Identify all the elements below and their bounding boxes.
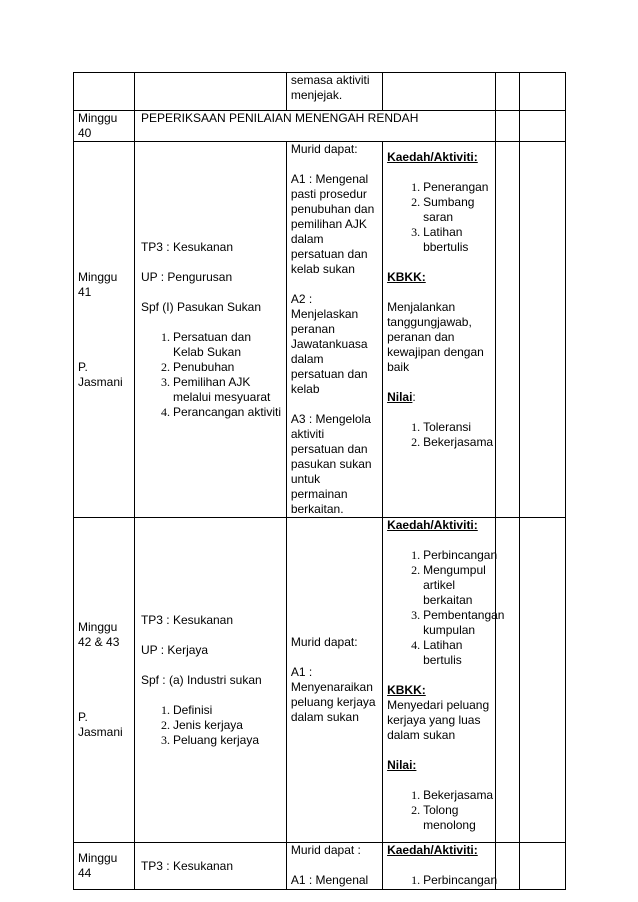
- table-row: [74, 843, 566, 890]
- week-cell: [74, 142, 135, 518]
- objective-text: A1 : Menyenaraikan peluang kerjaya dalam sukan: [290, 665, 376, 724]
- objective-cell: [286, 142, 382, 518]
- list-item: 3. Peluang kerjaya: [173, 733, 282, 748]
- week-cell: [74, 518, 135, 843]
- murid-label: Murid dapat:: [290, 635, 358, 649]
- week-label: Minggu 42 & 43: [78, 620, 120, 649]
- kaedah-list: [387, 548, 505, 668]
- list-item: 2. Bekerjasama: [423, 435, 491, 450]
- lesson-plan-table: [73, 72, 566, 890]
- subject-label: P.: [78, 359, 88, 374]
- objective-text: A3 : Mengelola aktiviti persatuan dan pasukan sukan untuk permainan berkaitan.: [290, 412, 372, 516]
- list-item: 2. Sumbang saran: [423, 195, 491, 225]
- kbkk-label: KBKK:: [387, 270, 426, 284]
- list-item: 3. Pembentangan kumpulan: [423, 608, 491, 638]
- kaedah-label: Kaedah/Aktiviti:: [387, 843, 478, 857]
- content-cell: [134, 142, 286, 518]
- objective-cell: [286, 518, 382, 843]
- kbkk-text: Menjalankan tanggungjawab, peranan dan kewajipan dengan baik: [387, 300, 484, 374]
- list-item: 1. Perbincangan: [423, 873, 491, 888]
- method-cell: [383, 518, 505, 843]
- nilai-list: [387, 420, 494, 450]
- exam-title: PEPERIKSAAN PENILAIAN MENENGAH RENDAH: [134, 111, 495, 142]
- list-item: 3. Latihan bbertulis: [423, 225, 491, 255]
- kaedah-label: Kaedah/Aktiviti:: [387, 518, 478, 532]
- week-label: Minggu 41: [78, 269, 118, 299]
- objective-cell: [286, 73, 382, 111]
- objective-line: menjejak.: [290, 88, 343, 102]
- objective-text: A2 : Menjelaskan peranan Jawatankuasa dalam persatuan dan kelab: [290, 292, 368, 396]
- spf-label: Spf (I) Pasukan Sukan: [140, 299, 262, 314]
- tp-label: TP3 : Kesukanan: [140, 239, 234, 254]
- subject-label: Jasmani: [78, 725, 123, 739]
- list-item: 1. Persatuan dan Kelab Sukan: [173, 330, 282, 360]
- nilai-label: Nilai: [387, 390, 413, 404]
- murid-label: Murid dapat :: [290, 843, 361, 857]
- list-item: 4. Perancangan aktiviti: [173, 405, 282, 420]
- week-cell: Minggu 40: [74, 111, 135, 142]
- list-item: 1. Bekerjasama: [423, 788, 491, 803]
- table-row: [74, 142, 566, 518]
- kaedah-list: [387, 873, 498, 888]
- spf-label: Spf : (a) Industri sukan: [140, 672, 262, 687]
- topic-list: [141, 703, 282, 748]
- table-row: [74, 111, 566, 142]
- list-item: 2. Penubuhan: [173, 360, 282, 375]
- method-cell: [383, 843, 496, 890]
- kbkk-text: Menyedari peluang kerjaya yang luas dalam sukan: [387, 698, 490, 742]
- nilai-list: [387, 788, 494, 833]
- list-item: 1. Perbincangan: [423, 548, 491, 563]
- list-item: 4. Latihan bertulis: [423, 638, 491, 668]
- topic-list: [141, 330, 282, 420]
- kbkk-label: KBKK:: [387, 683, 426, 697]
- list-item: 3. Pemilihan AJK melalui mesyuarat: [173, 375, 282, 405]
- subject-label: P.: [78, 710, 88, 724]
- content-cell: [134, 518, 286, 843]
- up-label: UP : Pengurusan: [140, 269, 233, 284]
- list-item: 1. Definisi: [173, 703, 282, 718]
- list-item: 1. Penerangan: [423, 180, 491, 195]
- list-item: 1. Toleransi: [423, 420, 491, 435]
- objective-line: semasa aktiviti: [290, 73, 370, 87]
- murid-label: Murid dapat:: [290, 142, 358, 156]
- list-item: 2. Jenis kerjaya: [173, 718, 282, 733]
- table-row: [74, 518, 566, 843]
- list-item: 2. Mengumpul artikel berkaitan: [423, 563, 491, 608]
- nilai-label: Nilai:: [387, 758, 417, 772]
- objective-cell: [286, 843, 382, 890]
- tp-label: TP3 : Kesukanan: [140, 612, 234, 627]
- up-label: UP : Kerjaya: [140, 642, 209, 657]
- objective-text: A1 : Mengenal pasti prosedur penubuhan dan pemilihan AJK dalam persatuan dan kelab sukan: [290, 172, 375, 276]
- tp-label: TP3 : Kesukanan: [134, 843, 286, 890]
- kaedah-list: [387, 180, 491, 255]
- subject-label: Jasmani: [78, 374, 123, 389]
- table-row: [74, 73, 566, 111]
- objective-text: A1 : Mengenal: [290, 873, 369, 887]
- list-item: 2. Tolong menolong: [423, 803, 491, 833]
- method-cell: Kaedah/Aktiviti: 1. Penerangan 2. Sumbang saran 3. Latihan bbertulis KBKK: Menjalankan tanggungjawab, peranan dan kewajipan dengan baik Nilai: 1. Toleransi 2. Bekerjasama: [383, 142, 496, 518]
- week-cell: Minggu 44: [74, 843, 135, 890]
- kaedah-label: Kaedah/Aktiviti:: [387, 150, 478, 164]
